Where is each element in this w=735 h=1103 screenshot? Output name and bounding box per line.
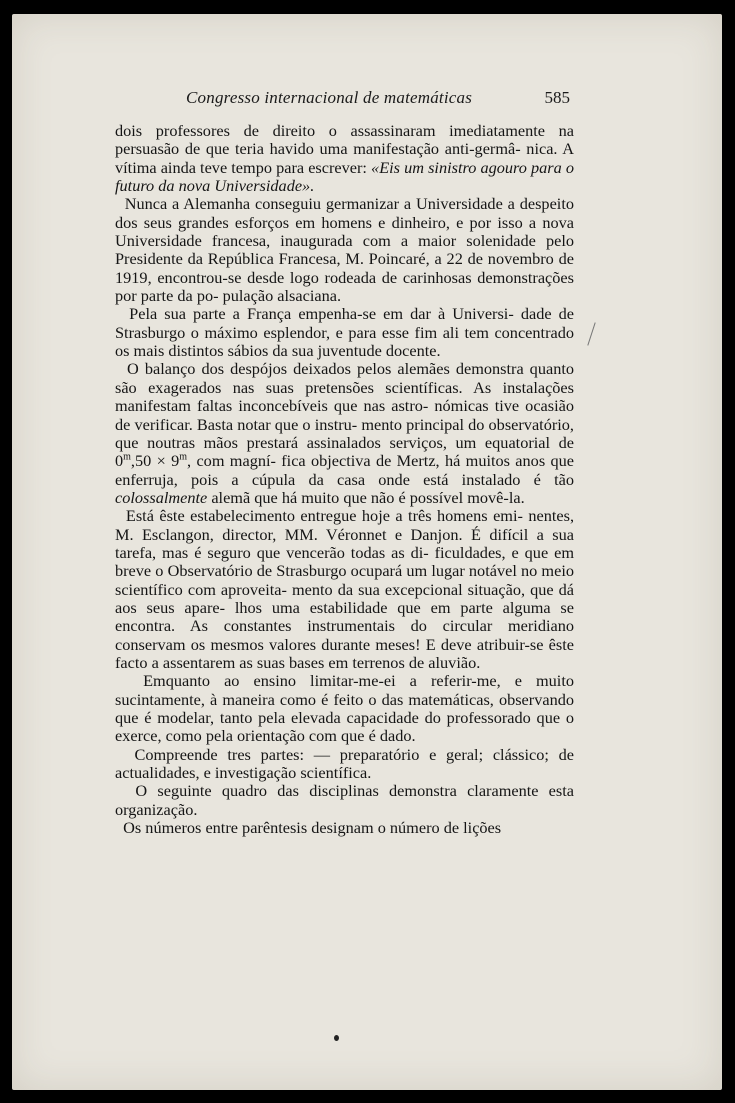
paragraph-5 <box>115 507 574 672</box>
formula-middle: ,50 × 9 <box>130 451 180 471</box>
paragraph-2-text: Nunca a Alemanha conseguiu germanizar a Universidade a despeito dos seus grandes esforços em homens e dinheiro, e por isso a nova Universidade francesa, inaugurada com a maior solenidade pelo Presidente da República Francesa, M. Poincaré, a 22 de novembro de 1919, encontrou-se desde logo rodeada de carinhosas demonstrações por parte da po- pulação alsaciana. <box>115 194 574 306</box>
paragraph-3 <box>115 305 574 360</box>
paragraph-6 <box>115 672 574 745</box>
paragraph-4-text-b: , com magní- fica objectiva de Mertz, há muitos anos que enferruja, pois a cúpula da casa onde está instalado é tão <box>115 451 574 489</box>
paragraph-1-text: dois professores de direito o assassinaram imediatamente na persuasão de que teria havido uma manifestação anti-germâ- nica. A vítima ainda teve tempo para escrever: <box>115 121 574 177</box>
paragraph-8 <box>115 782 574 819</box>
running-title: Congresso internacional de matemáticas <box>186 88 473 107</box>
main-text <box>115 122 574 837</box>
paragraph-4-text-a: O balanço dos despójos deixados pelos alemães demonstra quanto são exagerados nas suas pretensões scientíficas. As instalações manifestam faltas inconcebíveis que nas astro- nómicas tive ocasião de verificar. Basta notar que o instru- mento principal do observatório, que noutras mãos prestará assinalados serviços, um equatorial de 0 <box>115 359 574 471</box>
page-number: 585 <box>544 88 570 107</box>
paragraph-7 <box>115 746 574 783</box>
paragraph-6-text: Emquanto ao ensino limitar-me-ei a referir-me, e muito sucintamente, à maneira como é feito o das matemáticas, observando que é modelar, tanto pela elevada capacidade do professorado que o exerce, como pela orientação com que é dado. <box>115 671 574 746</box>
paragraph-8-text: O seguinte quadro das disciplinas demonstra claramente esta organização. <box>115 781 574 819</box>
paragraph-9-text: Os números entre parêntesis designam o número de lições <box>123 818 502 838</box>
paragraph-9 <box>115 819 574 837</box>
paragraph-4 <box>115 360 574 507</box>
page-header <box>118 88 572 112</box>
paragraph-2 <box>115 195 574 305</box>
paragraph-7-text: Compreende tres partes: — preparatório e geral; clássico; de actualidades, e investigação scientífica. <box>115 744 574 783</box>
paragraph-1-emphasis: «Eis um sinistro agouro para o futuro da nova Universidade». <box>115 157 574 196</box>
paragraph-4-text-c: alemã que há muito que não é possível movê-la. <box>207 487 525 507</box>
paragraph-3-text: Pela sua parte a França empenha-se em dar à Universi- dade de Strasburgo o máximo esplendor, e para esse fim ali tem concentrado os mais distintos sábios da sua juventude docente. <box>115 304 574 361</box>
paragraph-4-emphasis: colossalmente <box>115 487 208 507</box>
paragraph-1 <box>115 122 574 195</box>
paragraph-5-text: Está êste estabelecimento entregue hoje a três homens emi- nentes, M. Esclangon, director, MM. Véronnet e Danjon. É difícil a sua tarefa, mas é seguro que vencerão todas as di- ficuldades, e que em breve o Observatório de Strasburgo ocupará um lugar notável no meio scientífico com aproveita- mento da sua excepcional situação, que dá aos seus apare- lhos uma estabilidade que em parte alguma se encontra. As constantes instrumentais do circular meridiano conservam os mesmos valores durante meses! E deve atribuir-se êste facto a assentarem as suas bases em terrenos de aluvião. <box>115 506 575 672</box>
ink-smudge <box>334 1035 339 1041</box>
formula-superscript-1: m <box>123 451 131 463</box>
formula-superscript-2: m <box>179 451 188 463</box>
